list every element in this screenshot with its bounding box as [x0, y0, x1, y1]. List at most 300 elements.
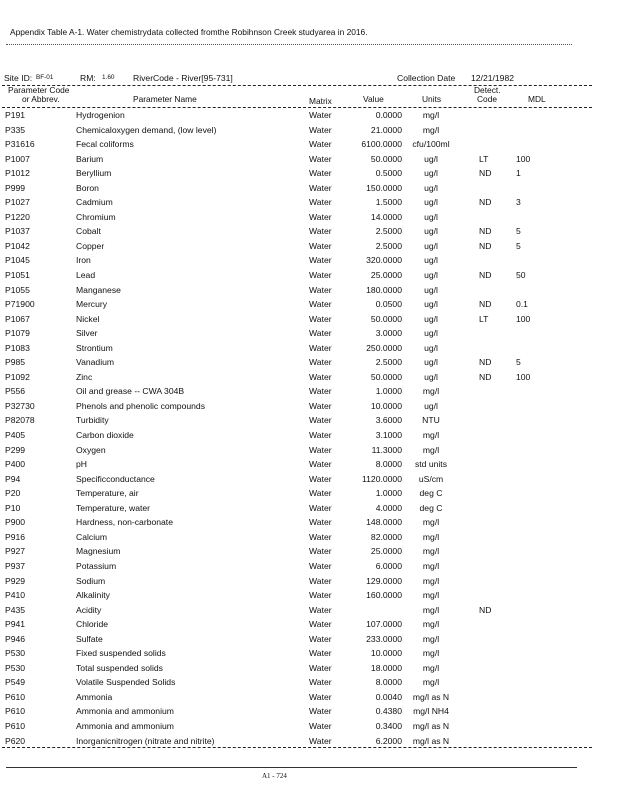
value-cell: 0.0000 [375, 110, 402, 120]
parameter-name: Vanadium [76, 357, 115, 368]
table-row [0, 662, 618, 677]
table-row [0, 720, 618, 735]
parameter-code: P335 [5, 124, 26, 135]
units-cell: ug/l [424, 211, 438, 222]
value-cell: 1.5000 [375, 197, 402, 208]
matrix-cell: Water [309, 517, 332, 528]
footer-rule [6, 767, 577, 768]
matrix-cell: Water [309, 648, 332, 659]
parameter-code: P1037 [5, 226, 30, 237]
parameter-code: P1045 [5, 255, 30, 266]
value-cell: 0.3400 [375, 720, 402, 731]
parameter-name: Beryllium [76, 168, 112, 179]
header-value: Value [363, 94, 384, 104]
parameter-name: Sulfate [76, 633, 103, 644]
units-cell: mg/l as N [412, 720, 450, 731]
parameter-code: P31616 [5, 139, 35, 150]
parameter-code: P1012 [5, 168, 30, 179]
units-cell: mg/l [422, 546, 440, 557]
parameter-name: Carbon dioxide [76, 430, 134, 441]
units-cell: ug/l [424, 240, 438, 251]
table-row [0, 182, 618, 197]
value-cell: 107.0000 [366, 619, 402, 630]
value-cell: 14.0000 [370, 211, 402, 222]
value-cell: 25.0000 [370, 546, 402, 557]
table-row [0, 545, 618, 560]
matrix-cell: Water [309, 153, 332, 164]
header-code-line1: Parameter Code [8, 85, 70, 95]
parameter-name: Strontium [76, 342, 113, 353]
units-cell: NTU [422, 415, 440, 426]
units-cell: deg C [419, 488, 443, 499]
parameter-name: Temperature, water [76, 502, 151, 513]
collection-date-value: 12/21/1982 [471, 73, 515, 83]
parameter-code: P1007 [5, 153, 30, 164]
value-cell: 148.0000 [366, 517, 402, 528]
parameter-name: Barium [76, 153, 104, 164]
table-row [0, 153, 618, 168]
matrix-cell: Water [309, 270, 332, 281]
detect-code-cell: ND [479, 197, 492, 208]
parameter-name: Oil and grease -- CWA 304B [76, 386, 185, 397]
parameter-code: P405 [5, 430, 26, 441]
mdl-cell: 0.1 [516, 299, 528, 310]
header-name: Parameter Name [133, 94, 197, 104]
table-row [0, 225, 618, 240]
mdl-cell: 5 [516, 357, 521, 368]
units-cell: mg/l [422, 444, 440, 455]
table-row [0, 487, 618, 502]
value-cell: 0.0040 [375, 691, 402, 702]
units-cell: mg/l [422, 648, 440, 659]
units-cell: cfu/100ml [412, 139, 450, 150]
units-cell: mg/l [422, 124, 440, 135]
header-bottom-rule [2, 107, 592, 108]
parameter-code: P549 [5, 677, 26, 688]
table-row [0, 284, 618, 299]
value-cell: 150.0000 [366, 182, 402, 193]
table-row [0, 473, 618, 488]
parameter-name: Fecal coliforms [76, 139, 134, 150]
matrix-cell: Water [309, 299, 332, 310]
parameter-code: P530 [5, 648, 26, 659]
units-cell: ug/l [424, 284, 438, 295]
matrix-cell: Water [309, 168, 332, 179]
parameter-code: P82078 [5, 415, 35, 426]
detect-code-cell: ND [479, 357, 492, 368]
header-units: Units [422, 94, 442, 104]
mdl-cell: 100 [516, 153, 531, 164]
parameter-code: P941 [5, 619, 26, 630]
table-row [0, 531, 618, 546]
site-info-line [0, 73, 618, 85]
parameter-name: Temperature, air [76, 488, 139, 499]
table-row [0, 589, 618, 604]
detect-code-cell: LT [479, 153, 489, 164]
parameter-name: Sodium [76, 575, 106, 586]
value-cell: 1.0000 [375, 386, 402, 397]
units-cell: ug/l [424, 342, 438, 353]
header-detect-line1: Detect. [474, 85, 501, 95]
units-cell: uS/cm [418, 473, 444, 484]
detect-code-cell: ND [479, 604, 492, 615]
units-cell: ug/l [424, 328, 438, 339]
parameter-name: Alkalinity [76, 590, 110, 601]
parameter-name: Oxygen [76, 444, 106, 455]
value-cell: 0.0500 [375, 299, 402, 310]
matrix-cell: Water [309, 560, 332, 571]
parameter-name: Cobalt [76, 226, 101, 237]
units-cell: std units [414, 459, 447, 470]
parameter-code: P1042 [5, 240, 30, 251]
value-cell: 4.0000 [375, 502, 402, 513]
parameter-code: P32730 [5, 400, 35, 411]
parameter-code: P610 [5, 706, 26, 717]
parameter-code: P10 [5, 502, 21, 513]
units-cell: mg/l [422, 110, 440, 120]
matrix-cell: Water [309, 488, 332, 499]
table-row [0, 269, 618, 284]
parameter-name: Calcium [76, 531, 108, 542]
parameter-name: Nickel [76, 313, 100, 324]
matrix-cell: Water [309, 240, 332, 251]
parameter-code: P900 [5, 517, 26, 528]
matrix-cell: Water [309, 720, 332, 731]
parameter-code: P937 [5, 560, 26, 571]
value-cell: 50.0000 [370, 371, 402, 382]
matrix-cell: Water [309, 313, 332, 324]
units-cell: mg/l [422, 677, 440, 688]
mdl-cell: 100 [516, 313, 531, 324]
matrix-cell: Water [309, 211, 332, 222]
detect-code-cell: ND [479, 168, 492, 179]
units-cell: ug/l [424, 270, 438, 281]
matrix-cell: Water [309, 197, 332, 208]
river-code: RiverCode - River[95-731] [133, 73, 233, 83]
mdl-cell: 100 [516, 371, 531, 382]
value-cell: 180.0000 [366, 284, 402, 295]
detect-code-cell: ND [479, 226, 492, 237]
header-mdl: MDL [528, 94, 546, 104]
matrix-cell: Water [309, 371, 332, 382]
value-cell: 1120.0000 [362, 473, 402, 484]
units-cell: mg/l [422, 560, 440, 571]
site-id-value: BF-01 [36, 74, 54, 81]
parameter-name: Magnesium [76, 546, 121, 557]
units-cell: mg/l [422, 430, 440, 441]
units-cell: mg/l [422, 604, 440, 615]
parameter-name: Phenols and phenolic compounds [76, 400, 205, 411]
matrix-cell: Water [309, 400, 332, 411]
value-cell: 129.0000 [366, 575, 402, 586]
parameter-name: Total suspended solids [76, 662, 163, 673]
value-cell: 8.0000 [375, 459, 402, 470]
table-row [0, 516, 618, 531]
parameter-name: Ammonia and ammonium [76, 706, 174, 717]
matrix-cell: Water [309, 328, 332, 339]
rm-value: 1.60 [102, 74, 115, 81]
table-row [0, 414, 618, 429]
parameter-name: Inorganicnitrogen (nitrate and nitrite) [76, 735, 215, 746]
value-cell: 3.6000 [375, 415, 402, 426]
matrix-cell: Water [309, 430, 332, 441]
parameter-name: Silver [76, 328, 98, 339]
page-number: A1 - 724 [262, 772, 287, 780]
rm-label: RM: [80, 73, 96, 83]
collection-date-label: Collection Date [397, 73, 456, 83]
matrix-cell: Water [309, 735, 332, 746]
parameter-name: Chloride [76, 619, 109, 630]
table-body [0, 109, 618, 749]
table-row [0, 385, 618, 400]
value-cell: 6.2000 [375, 735, 402, 746]
value-cell: 233.0000 [366, 633, 402, 644]
table-row [0, 254, 618, 269]
value-cell: 0.4380 [375, 706, 402, 717]
table-row [0, 313, 618, 328]
value-cell: 18.0000 [370, 662, 402, 673]
matrix-cell: Water [309, 255, 332, 266]
value-cell: 50.0000 [370, 313, 402, 324]
header-code-line2: or Abbrev. [22, 94, 60, 104]
table-row [0, 647, 618, 662]
table-row [0, 604, 618, 619]
matrix-cell: Water [309, 502, 332, 513]
parameter-code: P71900 [5, 299, 35, 310]
parameter-name: Hardness, non-carbonate [76, 517, 173, 528]
units-cell: ug/l [424, 400, 438, 411]
matrix-cell: Water [309, 473, 332, 484]
parameter-code: P530 [5, 662, 26, 673]
value-cell: 250.0000 [366, 342, 402, 353]
matrix-cell: Water [309, 444, 332, 455]
parameter-code: P20 [5, 488, 21, 499]
units-cell: ug/l [424, 313, 438, 324]
matrix-cell: Water [309, 182, 332, 193]
matrix-cell: Water [309, 386, 332, 397]
parameter-code: P610 [5, 691, 26, 702]
parameter-name: Zinc [76, 371, 93, 382]
parameter-code: P916 [5, 531, 26, 542]
value-cell: 1.0000 [375, 488, 402, 499]
parameter-code: P927 [5, 546, 26, 557]
table-row [0, 633, 618, 648]
parameter-code: P191 [5, 110, 26, 120]
matrix-cell: Water [309, 604, 332, 615]
detect-code-cell: ND [479, 371, 492, 382]
units-cell: mg/l [422, 619, 440, 630]
value-cell: 6.0000 [375, 560, 402, 571]
value-cell: 82.0000 [370, 531, 402, 542]
table-row [0, 458, 618, 473]
table-row [0, 298, 618, 313]
table-row [0, 342, 618, 357]
value-cell: 2.5000 [375, 226, 402, 237]
parameter-code: P1079 [5, 328, 30, 339]
parameter-code: P1083 [5, 342, 30, 353]
value-cell: 21.0000 [370, 124, 402, 135]
matrix-cell: Water [309, 459, 332, 470]
table-row [0, 429, 618, 444]
table-row [0, 560, 618, 575]
table-row [0, 676, 618, 691]
units-cell: ug/l [424, 182, 438, 193]
matrix-cell: Water [309, 531, 332, 542]
units-cell: mg/l [422, 575, 440, 586]
table-row [0, 575, 618, 590]
matrix-cell: Water [309, 546, 332, 557]
matrix-cell: Water [309, 619, 332, 630]
table-header [0, 86, 618, 108]
mdl-cell: 5 [516, 240, 521, 251]
table-row [0, 444, 618, 459]
table-row [0, 502, 618, 517]
units-cell: mg/l [422, 662, 440, 673]
parameter-code: P929 [5, 575, 26, 586]
value-cell: 2.5000 [375, 357, 402, 368]
table-row [0, 211, 618, 226]
parameter-name: Acidity [76, 604, 102, 615]
matrix-cell: Water [309, 590, 332, 601]
table-row [0, 138, 618, 153]
parameter-code: P1067 [5, 313, 30, 324]
units-cell: ug/l [424, 357, 438, 368]
matrix-cell: Water [309, 139, 332, 150]
units-cell: ug/l [424, 371, 438, 382]
value-cell: 10.0000 [370, 400, 402, 411]
detect-code-cell: ND [479, 270, 492, 281]
parameter-name: Lead [76, 270, 96, 281]
units-cell: mg/l as N [412, 691, 450, 702]
parameter-name: Specificconductance [76, 473, 155, 484]
units-cell: mg/l [422, 531, 440, 542]
value-cell: 11.3000 [371, 444, 402, 455]
units-cell: deg C [419, 502, 443, 513]
table-row [0, 618, 618, 633]
units-cell: ug/l [424, 197, 438, 208]
value-cell: 10.0000 [370, 648, 402, 659]
parameter-name: Manganese [76, 284, 121, 295]
mdl-cell: 1 [516, 168, 521, 179]
parameter-name: Ammonia [76, 691, 113, 702]
header-detect-line2: Code [477, 94, 498, 104]
table-row [0, 196, 618, 211]
value-cell: 25.0000 [370, 270, 402, 281]
units-cell: mg/l as N [412, 735, 450, 746]
parameter-name: Iron [76, 255, 91, 266]
table-row [0, 124, 618, 139]
matrix-cell: Water [309, 284, 332, 295]
units-cell: ug/l [424, 168, 438, 179]
value-cell: 0.5000 [375, 168, 402, 179]
table-row [0, 691, 618, 706]
table-row [0, 240, 618, 255]
value-cell: 50.0000 [370, 153, 402, 164]
value-cell: 3.0000 [375, 328, 402, 339]
table-bottom-rule [2, 747, 592, 748]
parameter-name: Potassium [76, 560, 117, 571]
mdl-cell: 5 [516, 226, 521, 237]
value-cell: 8.0000 [375, 677, 402, 688]
header-matrix: Matrix [309, 96, 332, 106]
units-cell: mg/l [422, 517, 440, 528]
parameter-code: P620 [5, 735, 26, 746]
parameter-name: Hydrogenion [76, 110, 125, 120]
parameter-name: Chemicaloxygen demand, (low level) [76, 124, 217, 135]
matrix-cell: Water [309, 357, 332, 368]
value-cell: 2.5000 [375, 240, 402, 251]
matrix-cell: Water [309, 415, 332, 426]
mdl-cell: 50 [516, 270, 526, 281]
matrix-cell: Water [309, 575, 332, 586]
units-cell: mg/l [422, 590, 440, 601]
parameter-name: Copper [76, 240, 105, 251]
matrix-cell: Water [309, 662, 332, 673]
matrix-cell: Water [309, 110, 332, 120]
units-cell: ug/l [424, 153, 438, 164]
value-cell: 320.0000 [366, 255, 402, 266]
parameter-name: pH [76, 459, 87, 470]
table-title: Appendix Table A-1. Water chemistrydata collected fromthe Robihnson Creek studyarea in 2016. [10, 27, 368, 37]
site-id-label: Site ID: [4, 73, 33, 83]
parameter-code: P1055 [5, 284, 30, 295]
table-row [0, 356, 618, 371]
parameter-name: Mercury [76, 299, 108, 310]
table-row [0, 705, 618, 720]
matrix-cell: Water [309, 226, 332, 237]
parameter-name: Fixed suspended solids [76, 648, 166, 659]
parameter-code: P985 [5, 357, 26, 368]
units-cell: mg/l [422, 386, 440, 397]
value-cell: 160.0000 [366, 590, 402, 601]
units-cell: mg/l NH4 [413, 706, 449, 717]
units-cell: ug/l [424, 299, 438, 310]
parameter-code: P1220 [5, 211, 30, 222]
parameter-code: P610 [5, 720, 26, 731]
detect-code-cell: ND [479, 299, 492, 310]
units-cell: mg/l [422, 633, 440, 644]
parameter-name: Cadmium [76, 197, 113, 208]
table-row [0, 400, 618, 415]
detect-code-cell: ND [479, 240, 492, 251]
table-row [0, 371, 618, 386]
matrix-cell: Water [309, 342, 332, 353]
parameter-name: Volatile Suspended Solids [76, 677, 176, 688]
parameter-code: P1092 [5, 371, 30, 382]
units-cell: ug/l [424, 255, 438, 266]
table-row [0, 167, 618, 182]
mdl-cell: 3 [516, 197, 521, 208]
parameter-code: P946 [5, 633, 26, 644]
value-cell: 3.1000 [375, 430, 402, 441]
parameter-code: P1051 [5, 270, 30, 281]
value-cell: 6100.0000 [361, 139, 402, 150]
units-cell: ug/l [424, 226, 438, 237]
parameter-code: P556 [5, 386, 26, 397]
table-row [0, 327, 618, 342]
parameter-name: Boron [76, 182, 99, 193]
title-separator [6, 44, 572, 45]
matrix-cell: Water [309, 633, 332, 644]
parameter-code: P435 [5, 604, 26, 615]
matrix-cell: Water [309, 677, 332, 688]
parameter-code: P94 [5, 473, 21, 484]
parameter-code: P400 [5, 459, 26, 470]
parameter-code: P410 [5, 590, 26, 601]
matrix-cell: Water [309, 691, 332, 702]
parameter-name: Ammonia and ammonium [76, 720, 174, 731]
parameter-name: Chromium [76, 211, 116, 222]
